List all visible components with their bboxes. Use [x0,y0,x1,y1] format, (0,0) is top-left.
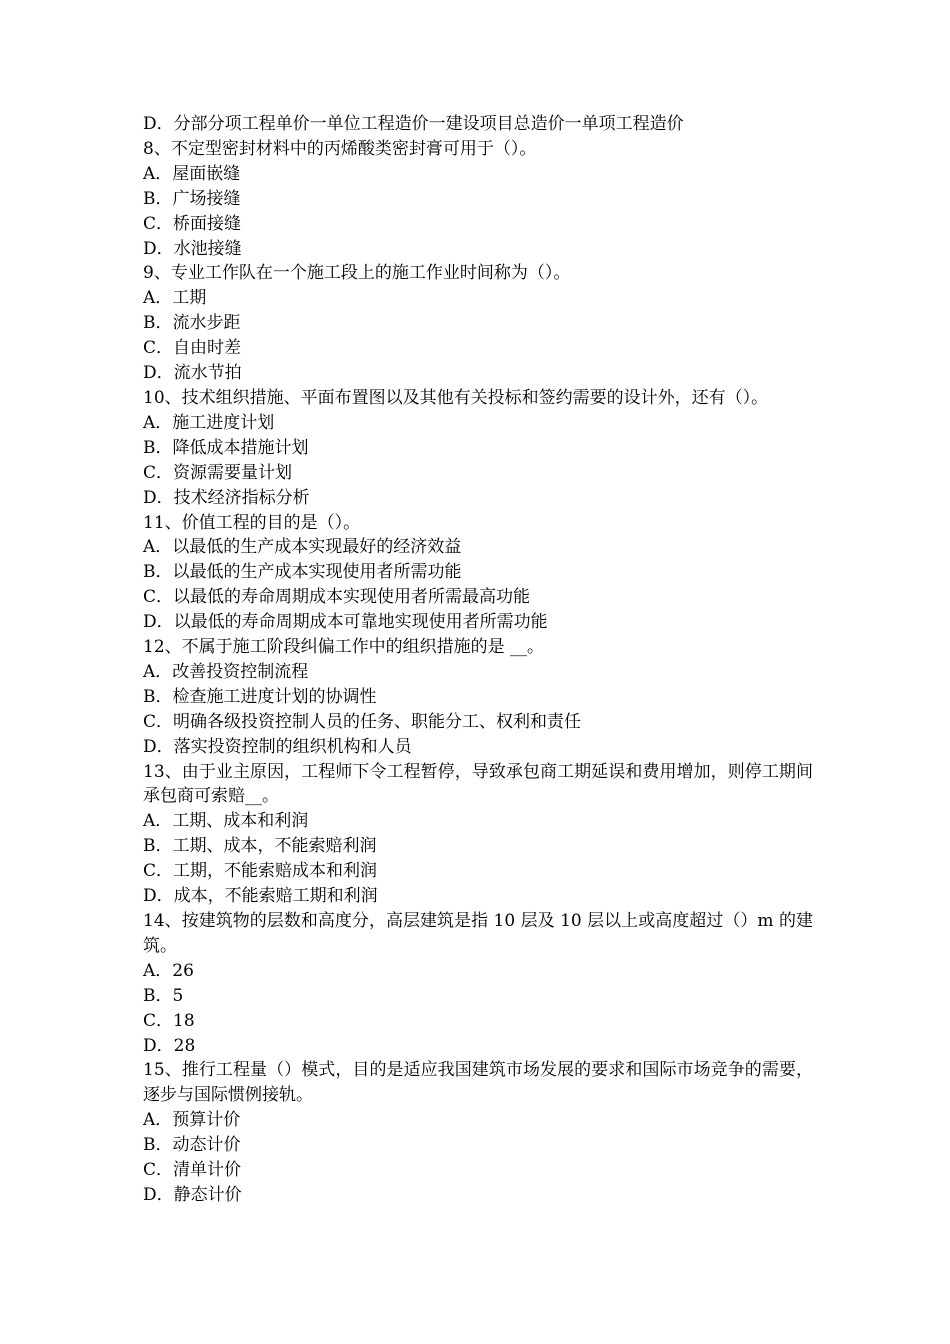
question-text: 14、按建筑物的层数和高度分，高层建筑是指 10 层及 10 层以上或高度超过（）m 的建筑。 [143,911,813,956]
answer-option: A．预算计价 [143,1110,241,1131]
answer-option: D．28 [143,1035,196,1056]
question-text: 10、技术组织措施、平面布置图以及其他有关投标和签约需要的设计外，还有（）。 [143,387,769,408]
answer-option: C．以最低的寿命周期成本实现使用者所需最高功能 [143,587,531,608]
question-text: 9、专业工作队在一个施工段上的施工作业时间称为（）。 [143,263,571,284]
answer-option: A．工期、成本和利润 [143,811,309,832]
answer-option: C．明确各级投资控制人员的任务、职能分工、权利和责任 [143,711,582,732]
answer-option: A．以最低的生产成本实现最好的经济效益 [143,537,462,558]
answer-option: C．资源需要量计划 [143,462,293,483]
answer-option: C．工期，不能索赔成本和利润 [143,861,378,882]
answer-option: C．自由时差 [143,338,242,359]
answer-option: D．技术经济指标分析 [143,487,310,508]
answer-option: D．以最低的寿命周期成本可靠地实现使用者所需功能 [143,612,548,633]
answer-option: C．桥面接缝 [143,213,242,234]
answer-option: B．降低成本措施计划 [143,437,309,458]
answer-option: A．屋面嵌缝 [143,163,241,184]
question-text: 13、由于业主原因，工程师下令工程暂停，导致承包商工期延误和费用增加，则停工期间承包商可索赔__。 [143,761,813,807]
answer-option: B．动态计价 [143,1135,241,1156]
answer-option: A．工期 [143,288,207,309]
answer-option: B．检查施工进度计划的协调性 [143,686,377,707]
answer-option: D．成本，不能索赔工期和利润 [143,886,378,907]
question-text: 15、推行工程量（）模式，目的是适应我国建筑市场发展的要求和国际市场竞争的需要，逐步与国际惯例接轨。 [143,1060,813,1106]
answer-option: A．施工进度计划 [143,412,275,433]
answer-option: B．流水步距 [143,313,241,334]
question-text: 8、不定型密封材料中的丙烯酸类密封膏可用于（）。 [143,138,537,159]
answer-option: B．广场接缝 [143,188,241,209]
answer-option: B．以最低的生产成本实现使用者所需功能 [143,562,462,583]
answer-option: D．分部分项工程单价一单位工程造价一建设项目总造价一单项工程造价 [143,114,684,134]
answer-option: D．流水节拍 [143,363,242,384]
answer-option: B．5 [143,985,184,1006]
answer-option: D．落实投资控制的组织机构和人员 [143,736,412,757]
question-text: 12、不属于施工阶段纠偏工作中的组织措施的是 __。 [143,637,545,658]
document-body [143,112,813,1208]
answer-option: B．工期、成本，不能索赔利润 [143,836,377,857]
answer-option: A．改善投资控制流程 [143,661,309,682]
answer-option: D．水池接缝 [143,238,242,259]
answer-option: A．26 [143,960,194,981]
answer-option: C．18 [143,1010,195,1031]
answer-option: C．清单计价 [143,1160,242,1181]
answer-option: D．静态计价 [143,1184,242,1205]
question-text: 11、价值工程的目的是（）。 [143,512,361,533]
